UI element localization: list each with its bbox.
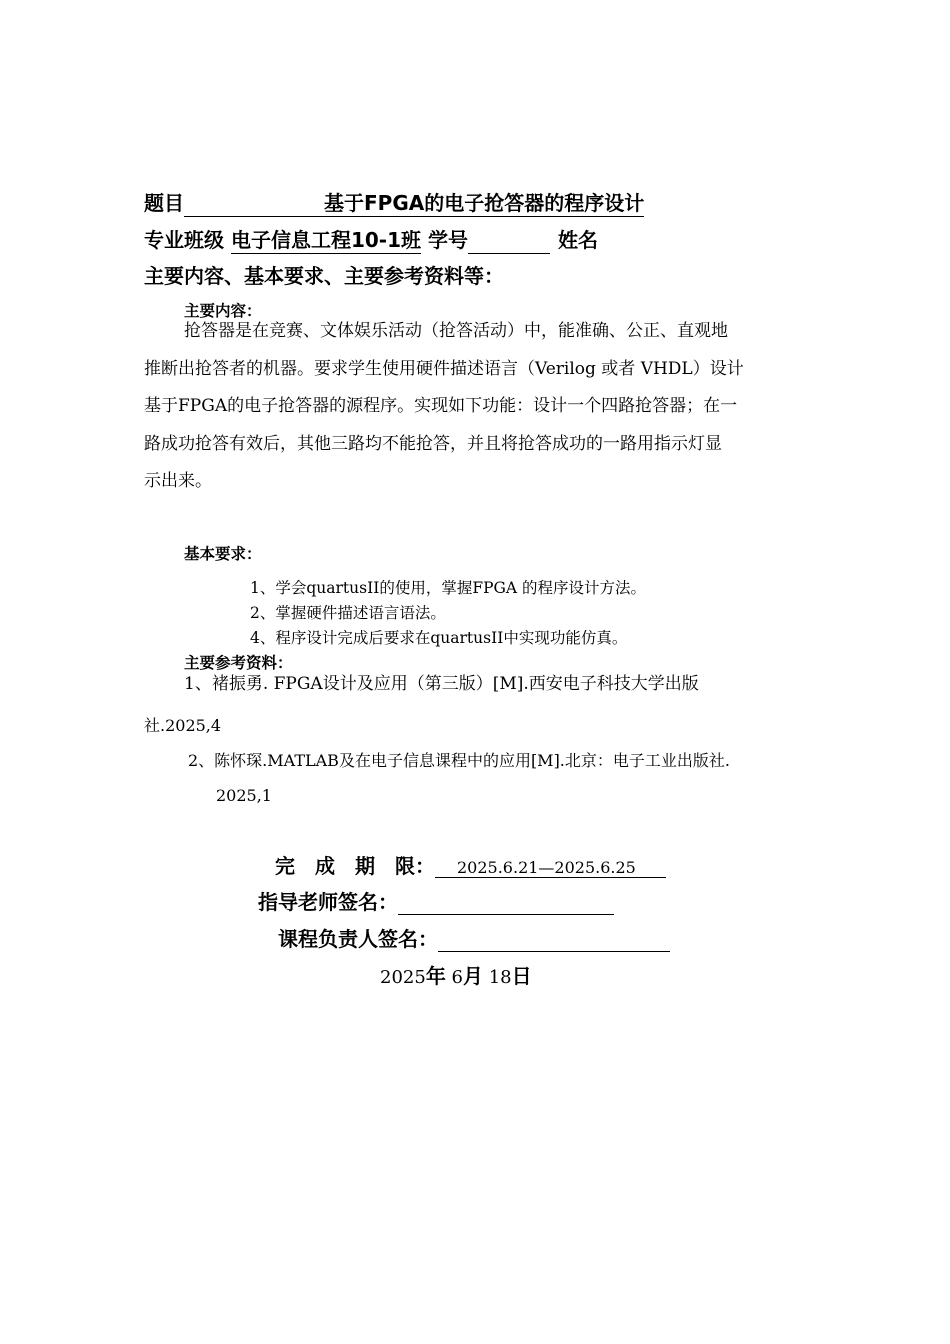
main-content-label: 主要内容： — [184, 302, 262, 320]
date-month-unit: 月 — [463, 964, 483, 988]
date-year: 2025 — [380, 967, 426, 988]
date-year-unit: 年 — [425, 964, 446, 988]
advisor-signature-row — [258, 886, 614, 915]
student-id-blank — [468, 233, 550, 254]
name-label: 姓名 — [558, 228, 598, 252]
main-content-line-4: 路成功抢答有效后，其他三路均不能抢答，并且将抢答成功的一路用指示灯显 — [144, 434, 722, 454]
course-lead-signature-row — [278, 923, 670, 952]
title-value: 基于FPGA的电子抢答器的程序设计 — [324, 187, 644, 217]
main-content-line-5: 示出来。 — [144, 471, 212, 491]
title-label: 题目 — [144, 191, 184, 215]
title-row — [144, 187, 644, 217]
reference-1-line-1: 1、褚振勇. FPGA设计及应用（第三版）[M].西安电子科技大学出版 — [184, 674, 699, 694]
requirement-item-4: 4、程序设计完成后要求在quartusII中实现功能仿真。 — [250, 629, 628, 647]
advisor-signature-blank — [398, 894, 614, 915]
main-content-line-3: 基于FPGA的电子抢答器的源程序。实现如下功能：设计一个四路抢答器；在一 — [144, 396, 738, 416]
main-content-line-1: 抢答器是在竞赛、文体娱乐活动（抢答活动）中，能准确、公正、直观地 — [184, 321, 728, 341]
class-label: 专业班级 — [144, 228, 224, 252]
references-label: 主要参考资料： — [184, 654, 293, 672]
date-day-unit: 日 — [511, 964, 532, 988]
course-lead-signature-label: 课程负责人签名： — [278, 927, 438, 951]
date-month: 6 — [451, 967, 463, 988]
deadline-row — [275, 850, 666, 879]
deadline-label: 完 成 期 限： — [275, 854, 435, 878]
reference-1-line-2: 社.2025,4 — [144, 716, 222, 735]
title-blank — [184, 196, 324, 217]
class-row — [144, 224, 598, 254]
requirement-item-1: 1、学会quartusII的使用，掌握FPGA 的程序设计方法。 — [250, 579, 647, 597]
requirements-label: 基本要求： — [184, 545, 262, 563]
class-value: 电子信息工程10-1班 — [231, 224, 421, 254]
course-lead-signature-blank — [438, 931, 670, 952]
reference-2-line-2: 2025,1 — [216, 786, 272, 805]
section-heading: 主要内容、基本要求、主要参考资料等： — [144, 264, 504, 288]
advisor-signature-label: 指导老师签名： — [258, 890, 398, 914]
deadline-value: 2025.6.21—2025.6.25 — [435, 858, 666, 878]
student-id-label: 学号 — [428, 228, 468, 252]
date-day: 18 — [488, 967, 512, 988]
date-row — [380, 960, 532, 989]
reference-2-line-1: 2、陈怀琛.MATLAB及在电子信息课程中的应用[M].北京：电子工业出版社. — [188, 751, 730, 770]
requirement-item-2: 2、掌握硬件描述语言语法。 — [250, 604, 446, 622]
main-content-line-2: 推断出抢答者的机器。要求学生使用硬件描述语言（Verilog 或者 VHDL）设计 — [144, 359, 744, 379]
